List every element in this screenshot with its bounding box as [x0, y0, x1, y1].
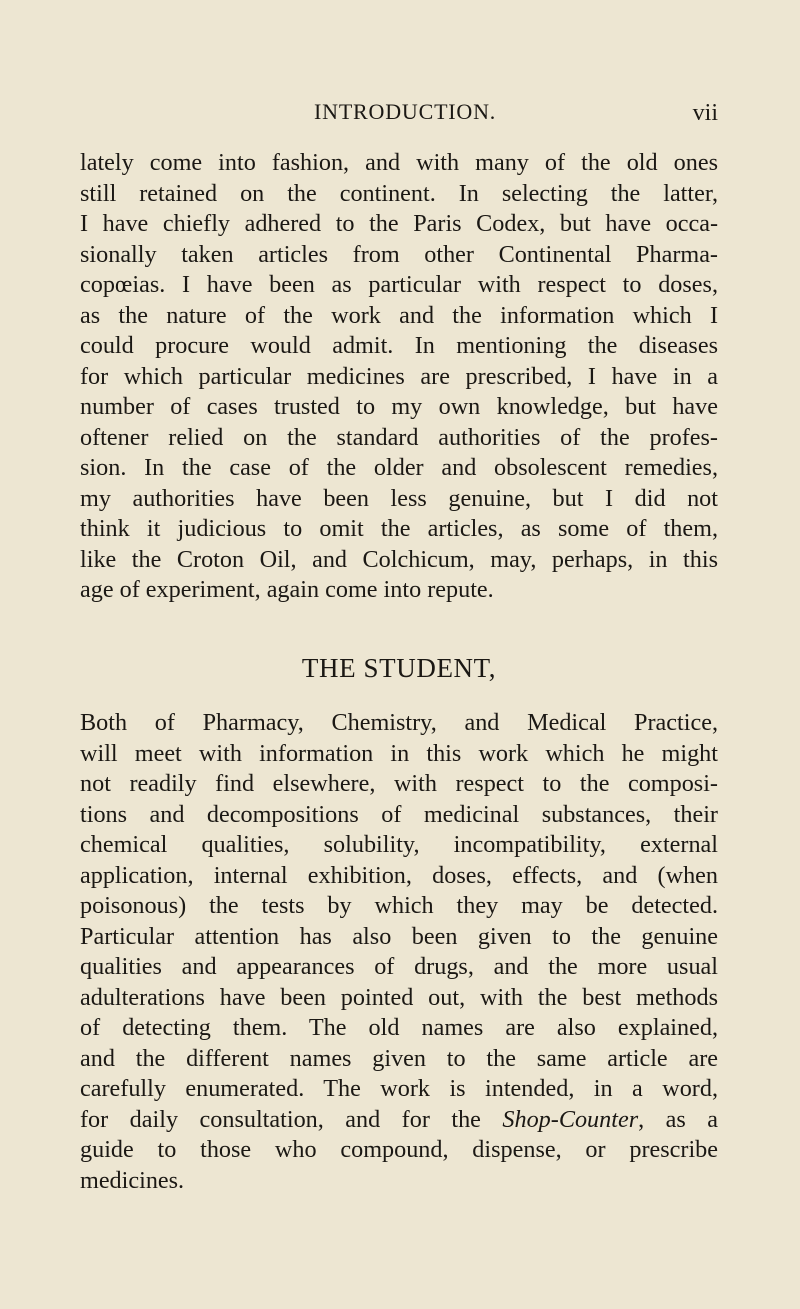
- text-line: medicines.: [80, 1166, 185, 1194]
- running-head-title: INTRODUCTION.: [314, 99, 497, 124]
- text-line: adulterations have been pointed out, with the best methods: [80, 983, 718, 1011]
- text-line: copœias. I have been as particular with respect to doses,: [80, 271, 718, 298]
- running-head: [80, 96, 718, 132]
- text-line: sion. In the case of the older and obsolescent remedies,: [80, 454, 718, 481]
- text-line: could procure would admit. In mentioning the diseases: [80, 332, 718, 359]
- italic-title-shop-counter: Shop-Counter: [502, 1105, 639, 1133]
- text-segment: for daily consultation, and for the: [80, 1105, 503, 1133]
- text-line: not readily find elsewhere, with respect to the composi-: [80, 770, 718, 797]
- text-segment: , as a: [638, 1105, 718, 1133]
- text-line: as the nature of the work and the information which I: [80, 301, 718, 329]
- section-heading: THE STUDENT,: [301, 653, 497, 683]
- text-line: qualities and appearances of drugs, and the more usual: [80, 953, 718, 980]
- text-line-with-italic: [80, 1105, 718, 1136]
- text-line: of detecting them. The old names are also explained,: [80, 1014, 718, 1041]
- page-number: vii: [692, 100, 718, 126]
- text-line: for which particular medicines are prescribed, I have in a: [80, 362, 718, 390]
- paragraph-the-student: [80, 708, 718, 1196]
- text-line: guide to those who compound, dispense, or prescribe: [80, 1136, 718, 1163]
- text-line: Particular attention has also been given to the genuine: [80, 922, 718, 950]
- text-line: and the different names given to the same article are: [80, 1044, 718, 1072]
- text-line: application, internal exhibition, doses, effects, and (when: [80, 861, 718, 889]
- text-line: will meet with information in this work which he might: [80, 739, 718, 767]
- text-line: my authorities have been less genuine, but I did not: [80, 484, 718, 512]
- text-line: poisonous) the tests by which they may be detected.: [80, 892, 718, 919]
- text-line: chemical qualities, solubility, incompatibility, external: [80, 831, 718, 858]
- text-line: tions and decompositions of medicinal substances, their: [80, 800, 718, 828]
- text-line: Both of Pharmacy, Chemistry, and Medical Practice,: [80, 709, 718, 736]
- text-line: number of cases trusted to my own knowledge, but have: [80, 393, 718, 420]
- text-line: age of experiment, again come into repute.: [80, 576, 494, 603]
- text-line: oftener relied on the standard authorities of the profes-: [80, 423, 718, 451]
- text-line: sionally taken articles from other Continental Pharma-: [80, 240, 718, 268]
- paragraph-introduction-continued: [80, 148, 718, 606]
- text-line: carefully enumerated. The work is intended, in a word,: [80, 1075, 718, 1102]
- text-line: think it judicious to omit the articles, as some of them,: [80, 515, 718, 542]
- text-line: I have chiefly adhered to the Paris Codex, but have occa-: [80, 210, 718, 237]
- text-line: still retained on the continent. In selecting the latter,: [80, 179, 718, 207]
- text-line: like the Croton Oil, and Colchicum, may, perhaps, in this: [80, 545, 718, 573]
- text-line: lately come into fashion, and with many of the old ones: [80, 149, 718, 176]
